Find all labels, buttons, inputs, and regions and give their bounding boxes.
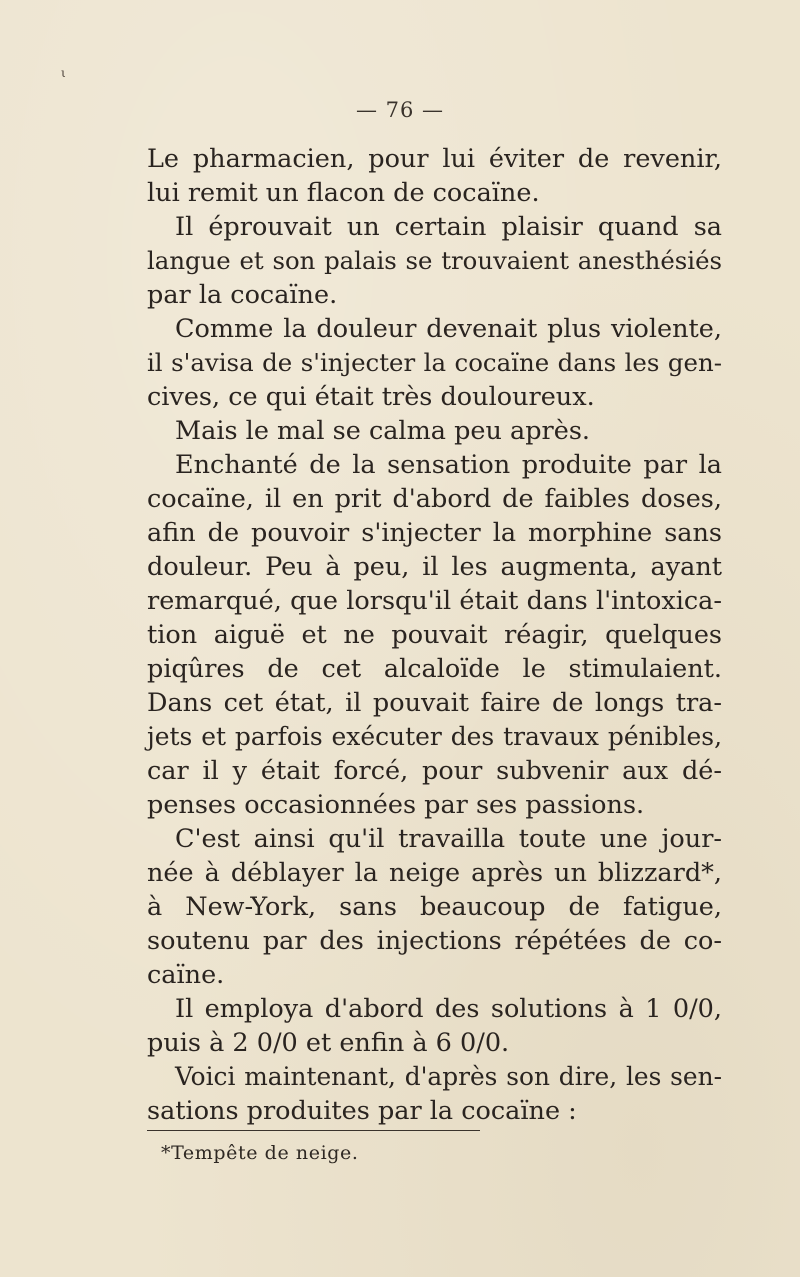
text-line: puis à 2 0/0 et enfin à 6 0/0. — [147, 1028, 510, 1058]
text-line: penses occasionnées par ses passions. — [147, 790, 645, 820]
text-line: Comme la douleur devenait plus violente, — [175, 314, 722, 344]
text-line: soutenu par des injections répétées de co- — [147, 926, 722, 956]
text-line: afin de pouvoir s'injecter la morphine sans — [147, 518, 722, 548]
text-line: piqûres de cet alcaloïde le stimulaient. — [147, 654, 722, 684]
text-line: cives, ce qui était très douloureux. — [147, 382, 595, 412]
text-line: Enchanté de la sensation produite par la — [175, 450, 722, 480]
text-line: par la cocaïne. — [147, 280, 338, 310]
text-line: Il éprouvait un certain plaisir quand sa — [175, 212, 722, 242]
text-line: Il employa d'abord des solutions à 1 0/0, — [175, 994, 722, 1024]
text-line: Voici maintenant, d'après son dire, les sen- — [175, 1062, 722, 1091]
text-line: sations produites par la cocaïne : — [147, 1096, 577, 1126]
text-line: il s'avisa de s'injecter la cocaïne dans les gen- — [147, 348, 722, 377]
text-line: née à déblayer la neige après un blizzard*, — [147, 858, 722, 888]
text-line: remarqué, que lorsqu'il était dans l'intoxica- — [147, 586, 722, 616]
footnote-rule — [147, 1130, 480, 1131]
text-line: lui remit un flacon de cocaïne. — [147, 178, 540, 208]
text-line: douleur. Peu à peu, il les augmenta, ayant — [147, 552, 722, 582]
text-line: cocaïne, il en prit d'abord de faibles doses, — [147, 484, 722, 514]
text-line: C'est ainsi qu'il travailla toute une jour- — [175, 824, 722, 854]
text-line: Mais le mal se calma peu après. — [175, 416, 591, 446]
margin-mark: ι — [61, 66, 66, 80]
footnote: *Tempête de neige. — [161, 1142, 359, 1164]
text-line: jets et parfois exécuter des travaux pénibles, — [147, 722, 722, 751]
text-line: à New-York, sans beaucoup de fatigue, — [147, 892, 722, 922]
text-line: caïne. — [147, 960, 225, 990]
text-line: Dans cet état, il pouvait faire de longs tra- — [147, 688, 722, 718]
body-text — [147, 142, 722, 1128]
text-line: car il y était forcé, pour subvenir aux dé- — [147, 756, 722, 786]
text-line: tion aiguë et ne pouvait réagir, quelques — [147, 620, 722, 650]
text-line: Le pharmacien, pour lui éviter de revenir, — [147, 144, 722, 174]
text-line: langue et son palais se trouvaient anesthésiés — [147, 246, 722, 275]
page-number: — 76 — — [355, 98, 445, 122]
